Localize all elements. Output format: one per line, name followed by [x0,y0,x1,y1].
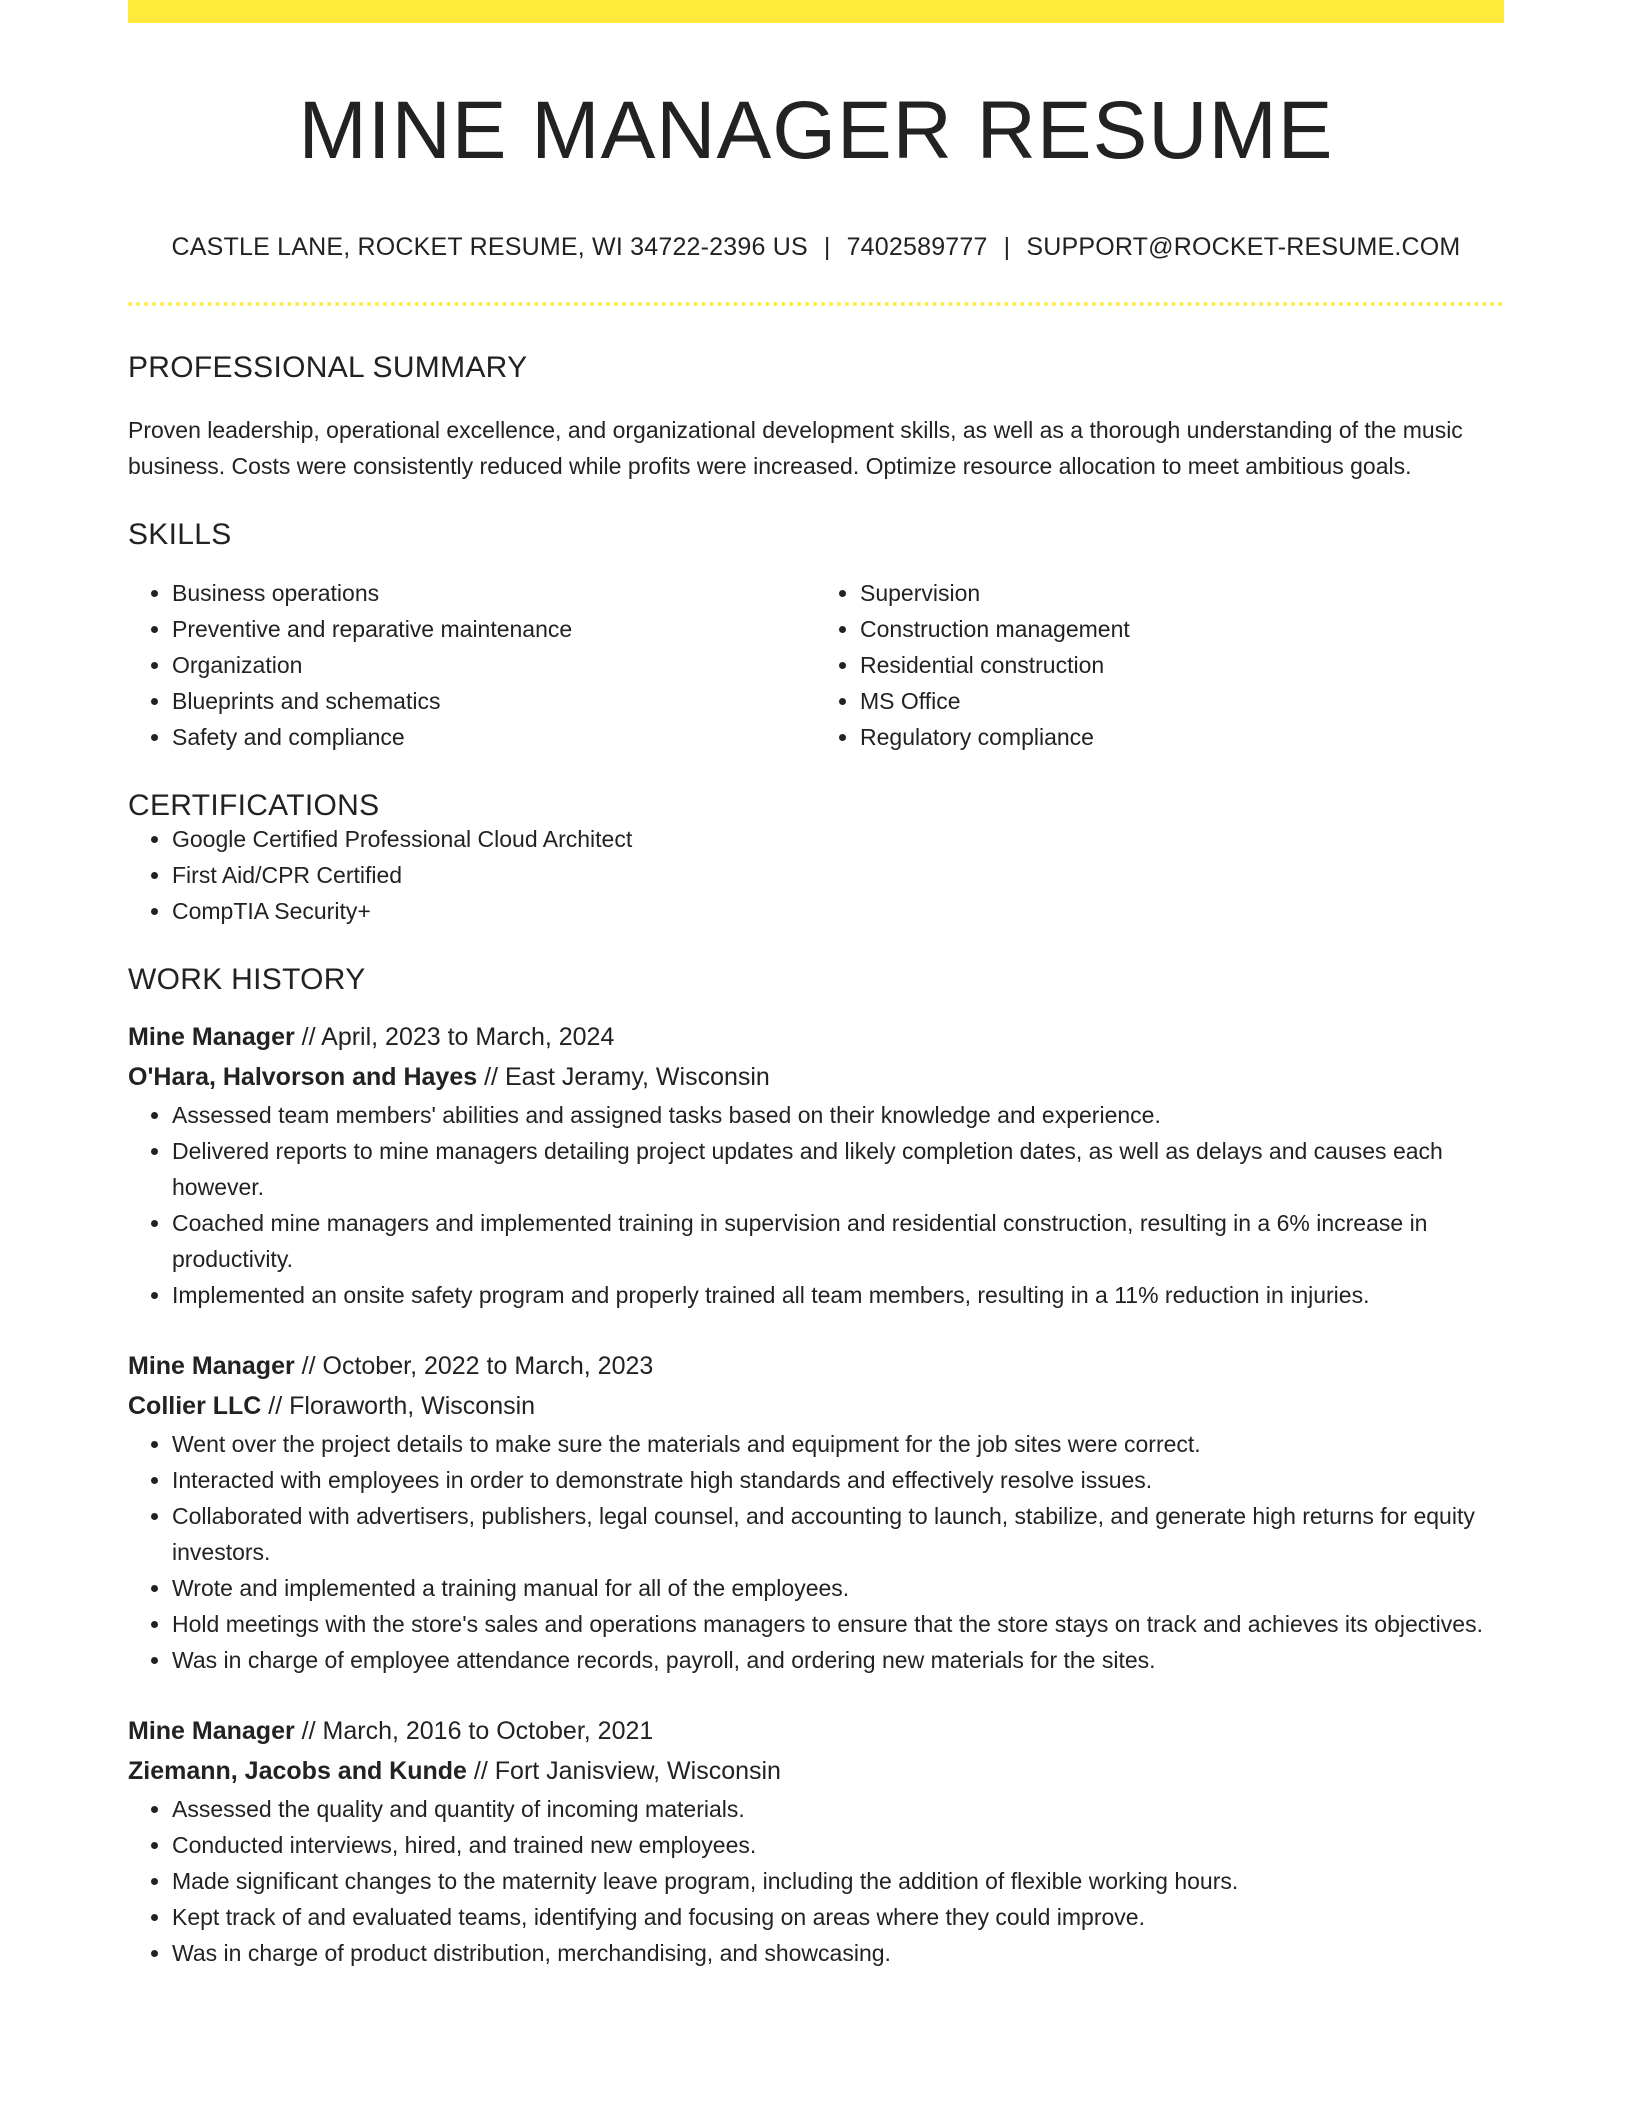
job-company: O'Hara, Halvorson and Hayes [128,1063,478,1092]
job-location: Floraworth, Wisconsin [289,1392,536,1421]
job-company: Ziemann, Jacobs and Kunde [128,1757,467,1786]
job-title: Mine Manager [128,1023,295,1052]
list-item: • Organization [172,647,816,683]
job-bullets [128,1426,1504,1678]
list-item: • Google Certified Professional Cloud Architect [172,821,1504,857]
contact-line [128,233,1504,262]
list-item: • Preventive and reparative maintenance [172,611,816,647]
list-item: • Made significant changes to the maternity leave program, including the addition of flexible working hours. [172,1863,1504,1899]
contact-email: SUPPORT@ROCKET-RESUME.COM [1026,233,1461,262]
list-item: • Kept track of and evaluated teams, identifying and focusing on areas where they could improve. [172,1899,1504,1935]
job-title: Mine Manager [128,1352,295,1381]
job-header [128,1711,1504,1791]
job-company-line [128,1057,1504,1097]
list-item: • Went over the project details to make sure the materials and equipment for the job sites were correct. [172,1426,1504,1462]
job-company-line [128,1751,1504,1791]
list-item: • Business operations [172,575,816,611]
list-item: • MS Office [860,683,1504,719]
list-item: • Was in charge of employee attendance records, payroll, and ordering new materials for the sites. [172,1642,1504,1678]
list-item: • Delivered reports to mine managers detailing project updates and likely completion dates, as well as delays and causes each however. [172,1133,1504,1205]
list-item: • Construction management [860,611,1504,647]
list-item: • Hold meetings with the store's sales and operations managers to ensure that the store stays on track and achieves its objectives. [172,1606,1504,1642]
list-item: • Residential construction [860,647,1504,683]
job-separator: // [301,1717,316,1746]
list-item: • Blueprints and schematics [172,683,816,719]
resume-page [128,0,1504,1971]
job-separator: // [484,1063,498,1092]
job-separator: // [301,1023,316,1052]
contact-separator: | [1003,233,1011,262]
job-separator: // [473,1757,488,1786]
job-bullets [128,1791,1504,1971]
summary-text: Proven leadership, operational excellence, and organizational development skills, as well as a thorough understanding of the music business. Costs were consistently reduced while profits were increased. Optimize resource allocation to meet ambitious goals. [128,417,1463,480]
job-separator: // [301,1352,316,1381]
job-location: East Jeramy, Wisconsin [504,1063,770,1092]
list-item: • First Aid/CPR Certified [172,857,1504,893]
list-item: • Implemented an onsite safety program and properly trained all team members, resulting in a 11% reduction in injuries. [172,1277,1504,1313]
skills-list-right [816,575,1504,755]
list-item: • Regulatory compliance [860,719,1504,755]
section-heading: PROFESSIONAL SUMMARY [128,351,528,385]
section-heading: WORK HISTORY [128,963,366,997]
skills-grid [128,575,1504,755]
skills-list-left [128,575,816,755]
header-divider [128,302,1504,306]
job-title-line [128,1711,1504,1751]
list-item: • Wrote and implemented a training manual for all of the employees. [172,1570,1504,1606]
job-entry [128,1711,1504,1971]
job-bullets [128,1097,1504,1313]
list-item: • Assessed the quality and quantity of incoming materials. [172,1791,1504,1827]
job-entry [128,1017,1504,1313]
list-item: • Safety and compliance [172,719,816,755]
job-title-line [128,1346,1504,1386]
job-dates: April, 2023 to March, 2024 [321,1023,615,1052]
list-item: • Assessed team members' abilities and assigned tasks based on their knowledge and experience. [172,1097,1504,1133]
job-title-line [128,1017,1504,1057]
job-location: Fort Janisview, Wisconsin [494,1757,781,1786]
certifications-section [128,791,1504,929]
section-heading: SKILLS [128,518,232,552]
list-item: • Supervision [860,575,1504,611]
job-dates: October, 2022 to March, 2023 [322,1352,654,1381]
professional-summary-section [128,353,1504,484]
contact-separator: | [823,233,831,262]
list-item: • Interacted with employees in order to demonstrate high standards and effectively resolve issues. [172,1462,1504,1498]
job-company: Collier LLC [128,1392,262,1421]
list-item: • Was in charge of product distribution, merchandising, and showcasing. [172,1935,1504,1971]
job-title: Mine Manager [128,1717,295,1746]
contact-address: CASTLE LANE, ROCKET RESUME, WI 34722-2396 US [171,233,808,262]
list-item: • CompTIA Security+ [172,893,1504,929]
job-header [128,1346,1504,1426]
job-entry [128,1346,1504,1678]
resume-title: MINE MANAGER RESUME [298,85,1334,176]
job-company-line [128,1386,1504,1426]
list-item: • Collaborated with advertisers, publishers, legal counsel, and accounting to launch, stabilize, and generate high returns for equity investors. [172,1498,1504,1570]
work-history-section [128,965,1504,1971]
contact-phone: 7402589777 [846,233,988,262]
skills-section [128,520,1504,755]
certifications-list [128,821,1504,929]
job-separator: // [268,1392,283,1421]
section-heading: CERTIFICATIONS [128,789,380,823]
job-dates: March, 2016 to October, 2021 [322,1717,654,1746]
list-item: • Coached mine managers and implemented training in supervision and residential construction, resulting in a 6% increase in productivity. [172,1205,1504,1277]
list-item: • Conducted interviews, hired, and trained new employees. [172,1827,1504,1863]
top-accent-bar [128,0,1504,23]
job-header [128,1017,1504,1097]
